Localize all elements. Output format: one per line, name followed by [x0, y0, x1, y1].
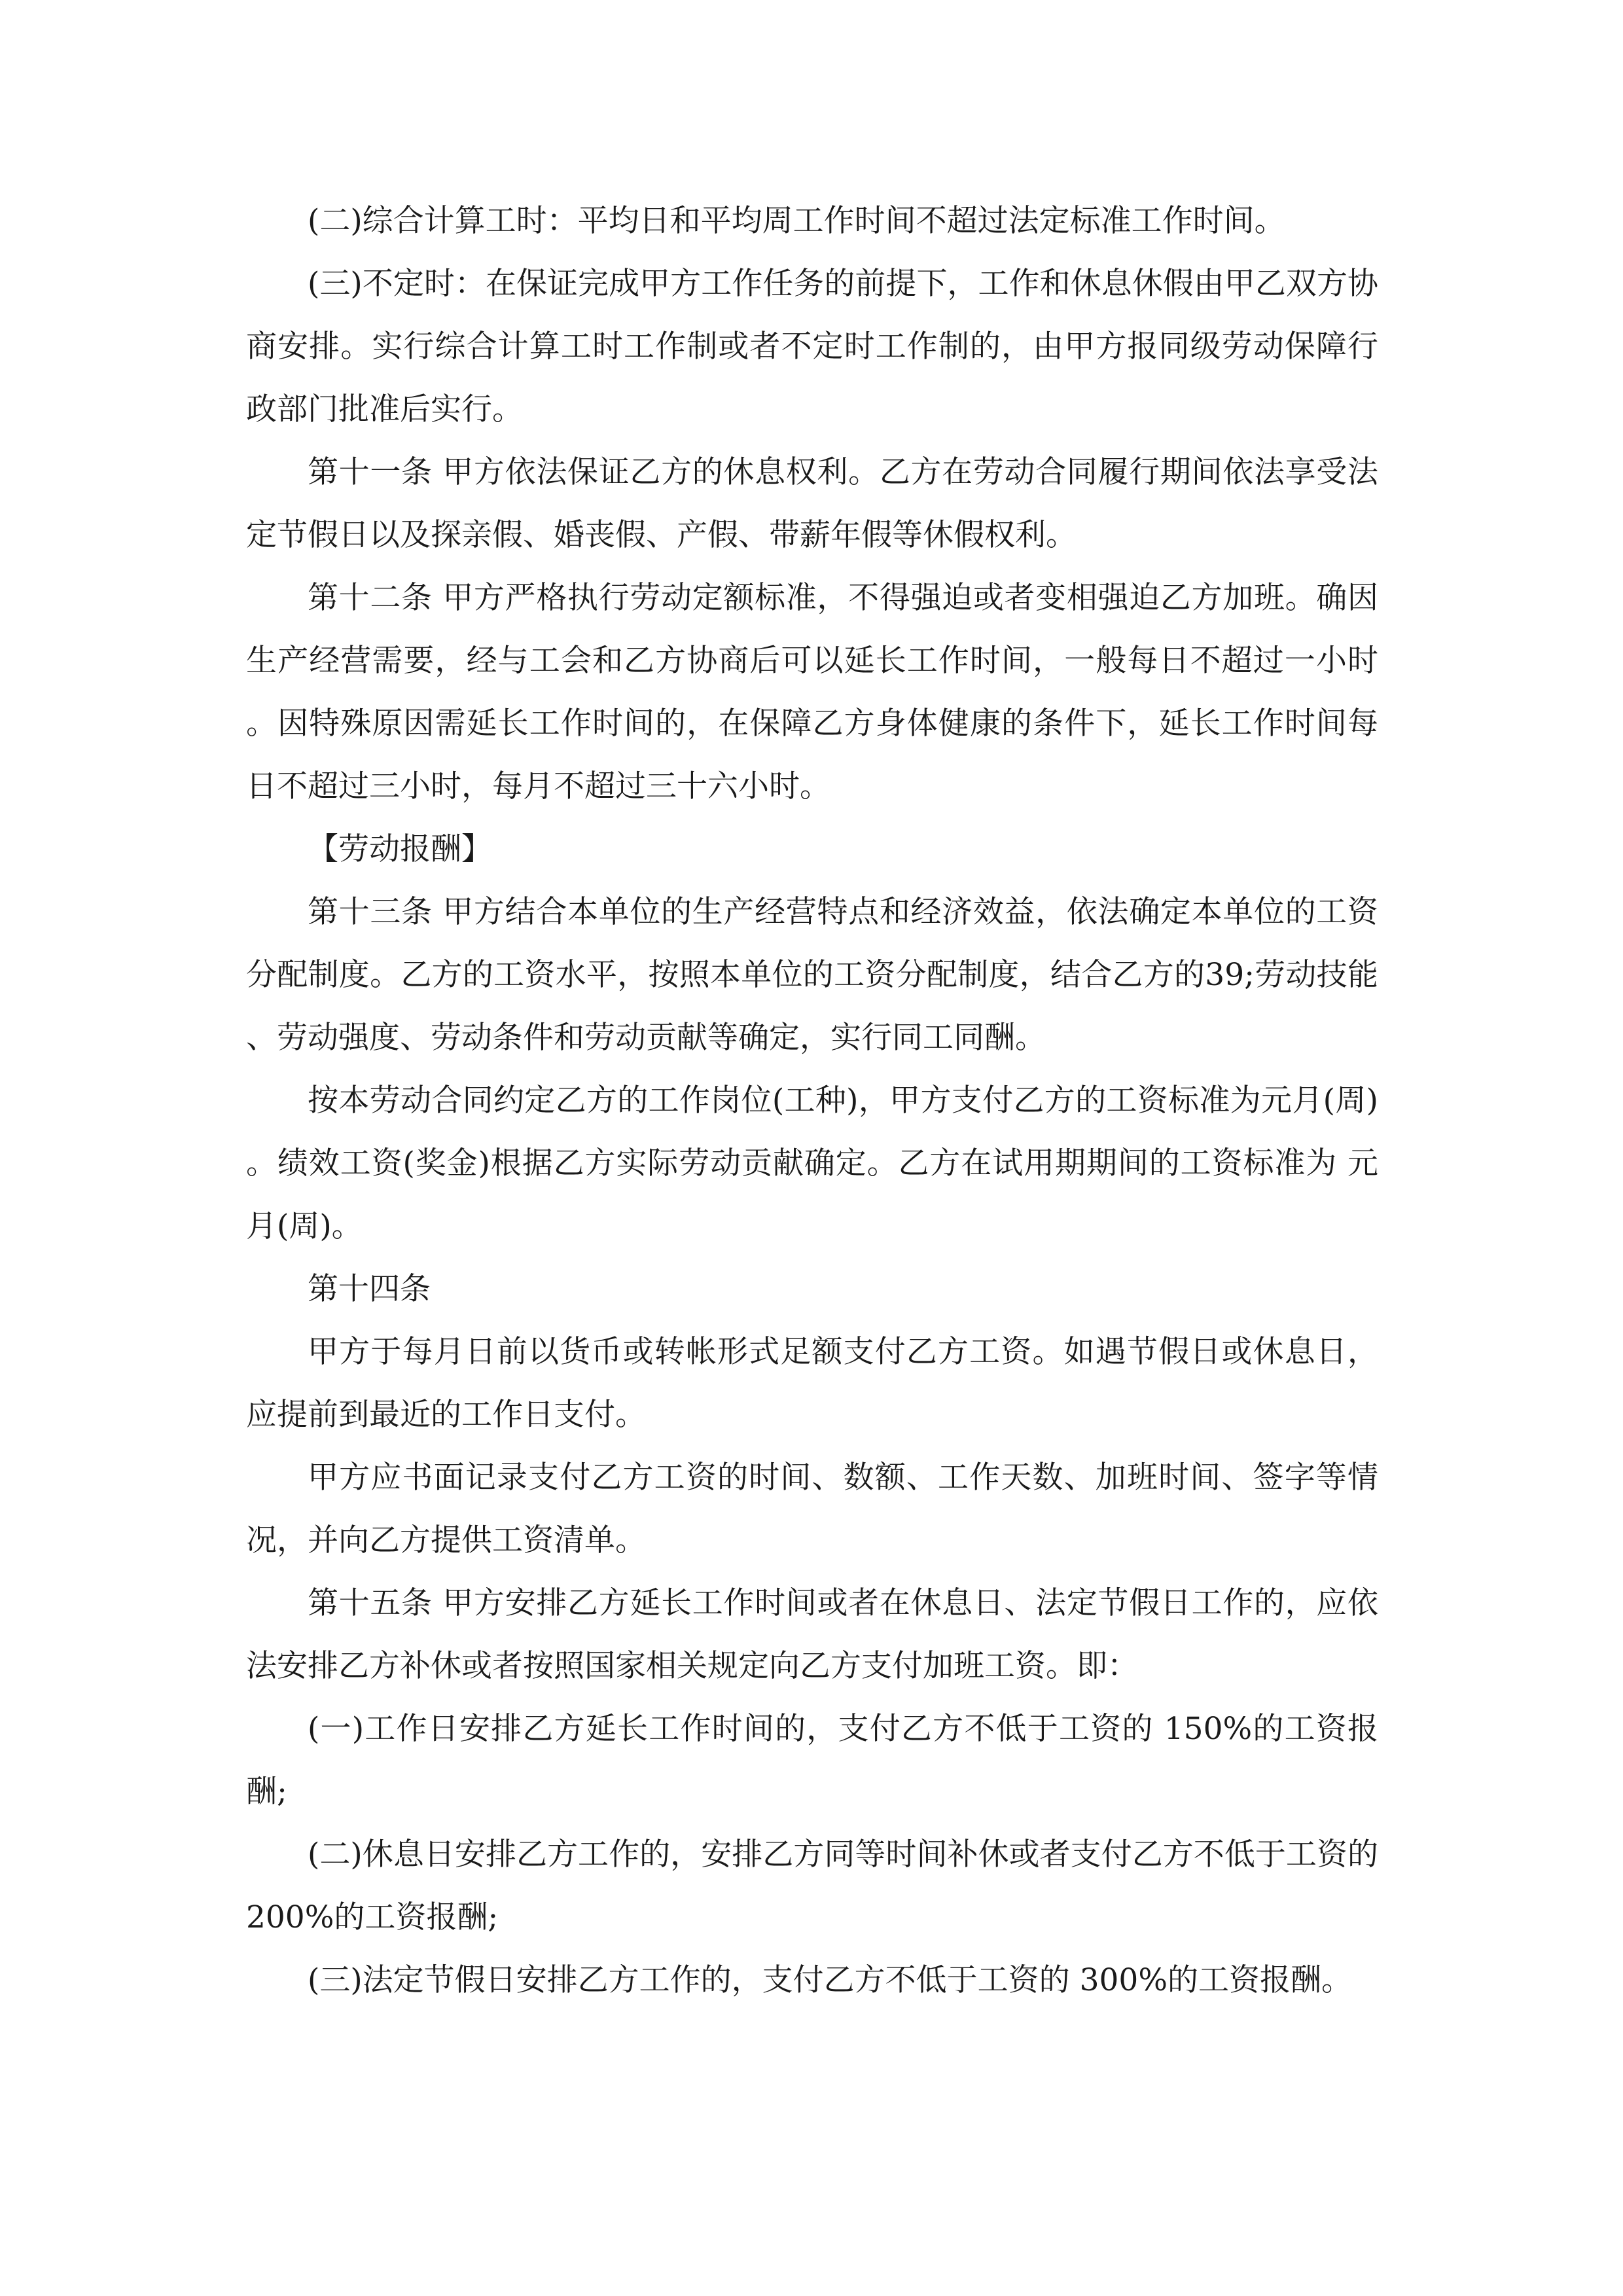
article-14-heading: 第十四条 [308, 1271, 431, 1307]
article-11: 第十一条 甲方依法保证乙方的休息权利。乙方在劳动合同履行期间依法享受法定节假日以及探亲假、婚丧假、产假、带薪年假等休假权利。 [246, 454, 1378, 553]
section-heading-remuneration: 【劳动报酬】 [308, 831, 492, 867]
wage-standard-paragraph: 按本劳动合同约定乙方的工作岗位(工种)，甲方支付乙方的工资标准为元月(周)。绩效工资(奖金)根据乙方实际劳动贡献确定。乙方在试用期期间的工资标准为 元月(周)。 [246, 1083, 1378, 1244]
clause-comprehensive-hours: (二)综合计算工时：平均日和平均周工作时间不超过法定标准工作时间。 [308, 203, 1285, 239]
wage-record-paragraph: 甲方应书面记录支付乙方工资的时间、数额、工作天数、加班时间、签字等情况，并向乙方提供工资清单。 [246, 1460, 1378, 1558]
payment-date-paragraph: 甲方于每月日前以货币或转帐形式足额支付乙方工资。如遇节假日或休息日，应提前到最近的工作日支付。 [246, 1334, 1378, 1433]
overtime-holiday-item: (三)法定节假日安排乙方工作的，支付乙方不低于工资的 300%的工资报酬。 [308, 1962, 1352, 1998]
article-15: 第十五条 甲方安排乙方延长工作时间或者在休息日、法定节假日工作的，应依法安排乙方补休或者按照国家相关规定向乙方支付加班工资。即： [246, 1585, 1378, 1684]
clause-flexible-hours: (三)不定时：在保证完成甲方工作任务的前提下，工作和休息休假由甲乙双方协商安排。实行综合计算工时工作制或者不定时工作制的，由甲方报同级劳动保障行政部门批准后实行。 [246, 266, 1378, 427]
article-13: 第十三条 甲方结合本单位的生产经营特点和经济效益，依法确定本单位的工资分配制度。乙方的工资水平，按照本单位的工资分配制度，结合乙方的39;劳动技能、劳动强度、劳动条件和劳动贡献等确定，实行同工同酬。 [246, 894, 1378, 1056]
article-12: 第十二条 甲方严格执行劳动定额标准，不得强迫或者变相强迫乙方加班。确因生产经营需要，经与工会和乙方协商后可以延长工作时间，一般每日不超过一小时。因特殊原因需延长工作时间的，在保障乙方身体健康的条件下，延长工作时间每日不超过三小时，每月不超过三十六小时。 [246, 580, 1378, 804]
overtime-workday-item: (一)工作日安排乙方延长工作时间的，支付乙方不低于工资的 150%的工资报酬; [246, 1711, 1378, 1810]
overtime-restday-item: (二)休息日安排乙方工作的，安排乙方同等时间补休或者支付乙方不低于工资的 200%的工资报酬; [246, 1837, 1378, 1935]
document-body [246, 190, 1378, 2012]
